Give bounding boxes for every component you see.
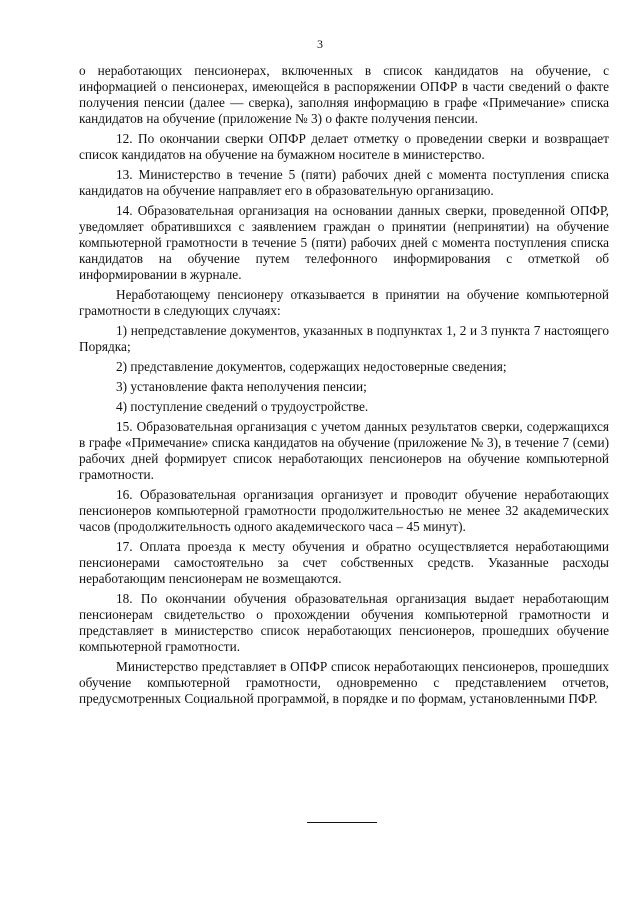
refusal-case-2: 2) представление документов, содержащих недостоверные сведения; [116, 359, 507, 374]
refusal-case-4: 4) поступление сведений о трудоустройстве. [116, 399, 369, 414]
end-of-document-line [307, 822, 377, 823]
refusal-case-1: 1) непредставление документов, указанных в подпунктах 1, 2 и 3 пункта 7 настоящего Порядка; [79, 323, 609, 354]
paragraph-item-12: 12. По окончании сверки ОПФР делает отметку о проведении сверки и возвращает список кандидатов на обучение на бумажном носителе в министерство. [79, 131, 609, 162]
paragraph-item-17: 17. Оплата проезда к месту обучения и обратно осуществляется неработающими пенсионерами самостоятельно за счет собственных средств. Указанные расходы неработающим пенсионерам не возмещаются. [79, 539, 609, 586]
document-body [79, 63, 609, 707]
paragraph-continuation: о неработающих пенсионерах, включенных в список кандидатов на обучение, с информацией о пенсионерах, имеющейся в распоряжении ОПФР в части сведений о факте получения пенсии (далее — сверка), заполняя информацию в графе «Примечание» списка кандидатов на обучение (приложение № 3) о факте получения пенсии. [79, 63, 609, 126]
paragraph-item-13: 13. Министерство в течение 5 (пяти) рабочих дней с момента поступления списка кандидатов на обучение направляет его в образовательную организацию. [79, 167, 609, 198]
paragraph-item-14: 14. Образовательная организация на основании данных сверки, проведенной ОПФР, уведомляет обратившихся с заявлением граждан о принятии (непринятии) на обучение компьютерной грамотности в течение 5 (пяти) рабочих дней с момента поступления списка кандидатов на обучение путем телефонного информирования с отметкой об информировании в журнале. [79, 203, 609, 282]
paragraph-item-18: 18. По окончании обучения образовательная организация выдает неработающим пенсионерам свидетельство о прохождении обучения компьютерной грамотности и представляет в министерство список неработающих пенсионеров, прошедших обучение компьютерной грамотности. [79, 591, 609, 654]
refusal-case-3: 3) установление факта неполучения пенсии; [116, 379, 367, 394]
paragraph-ministry-report: Министерство представляет в ОПФР список неработающих пенсионеров, прошедших обучение компьютерной грамотности, одновременно с представлением отчетов, предусмотренных Социальной программой, в порядке и по формам, установленными ПФР. [79, 659, 609, 706]
paragraph-item-15: 15. Образовательная организация с учетом данных результатов сверки, содержащихся в графе «Примечание» списка кандидатов на обучение (приложение № 3), в течение 7 (семи) рабочих дней формирует список неработающих пенсионеров на обучение компьютерной грамотности. [79, 419, 609, 482]
paragraph-item-16: 16. Образовательная организация организует и проводит обучение неработающих пенсионеров компьютерной грамотности продолжительностью не менее 32 академических часов (продолжительность одного академического часа – 45 минут). [79, 487, 609, 534]
paragraph-refusal-intro: Неработающему пенсионеру отказывается в принятии на обучение компьютерной грамотности в следующих случаях: [79, 287, 609, 318]
page-number: 3 [317, 37, 323, 51]
